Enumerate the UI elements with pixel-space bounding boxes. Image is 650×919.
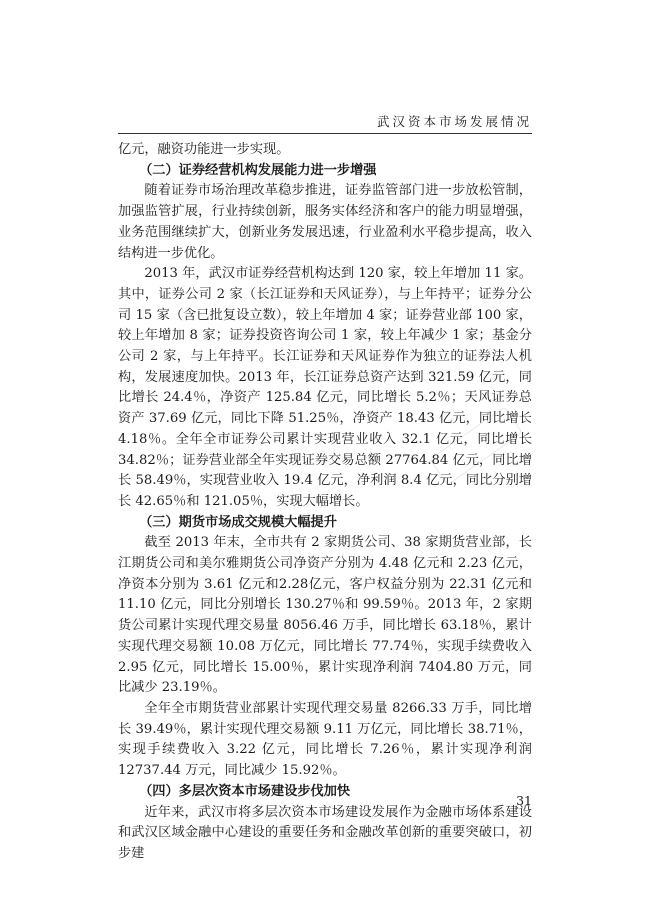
page-body [118,140,532,865]
paragraph-futures-branches: 全年全市期货营业部累计实现代理交易量 8266.33 万手，同比增长 39.49％，累计实现代理交易额 9.11 万亿元，同比增长 38.71％，实现手续费收入 3.22 亿元，同比增长 7.26％，累计实现净利润 12737.44 万元，同比减少 15.92％。 [118,700,532,779]
section-heading-futures: （三）期货市场成交规模大幅提升 [139,514,337,530]
paragraph-multilevel-market: 近年来，武汉市将多层次资本市场建设发展作为金融市场体系建设和武汉区域金融中心建设的重要任务和金融改革创新的重要突破口，初步建 [118,804,532,861]
paragraph-continuation: 亿元，融资功能进一步实现。 [118,142,290,157]
section-heading-multilevel-market: （四）多层次资本市场建设步伐加快 [139,783,351,799]
header-rule [118,133,532,134]
paragraph-securities-intro: 随着证券市场治理改革稳步推进，证券监管部门进一步放松管制，加强监管扩展，行业持续创新，服务实体经济和客户的能力明显增强，业务范围继续扩大，创新业务发展迅速，行业盈利水平稳步提高，收入结构进一步优化。 [118,183,532,261]
paragraph-futures-companies: 截至 2013 年末，全市共有 2 家期货公司、38 家期货营业部，长江期货公司和美尔雅期货公司净资产分别为 4.48 亿元和 2.23 亿元，净资本分别为 3.61 亿元和2.28亿元，客户权益分别为 22.31 亿元和 11.10 亿元，同比分别增长 130.27％和 99.59％。2013 年，2 家期货公司累计实现代理交易量 8056.46 万手，同比增长 63.18％，累计实现代理交易额 10.08 万亿元，同比增长 77.74％，实现手续费收入 2.95 亿元，同比增长 15.00％，累计实现净利润 7404.80 万元，同比减少 23.19％。 [118,535,532,696]
section-heading-securities: （二）证券经营机构发展能力进一步增强 [139,162,377,178]
paragraph-securities-stats: 2013 年，武汉市证券经营机构达到 120 家，较上年增加 11 家。其中，证券公司 2 家（长江证券和天风证券），与上年持平；证券分公司 15 家（含已批复设立数），较上年增加 4 家；证券营业部 100 家，较上年增加 8 家；证券投资咨询公司 1 家，较上年减少 1 家；基金分公司 2 家，与上年持平。长江证券和天风证券作为独立的证券法人机构，发展速度加快。2013 年，长江证券总资产达到 321.59 亿元，同比增长 24.4％，净资产 125.84 亿元，同比增长 5.2％；天风证券总资产 37.69 亿元，同比下降 51.25％，净资产 18.43 亿元，同比增长 4.18％。全年全市证券公司累计实现营业收入 32.1 亿元，同比增长 34.82％；证券营业部全年实现证券交易总额 27764.84 亿元，同比增长 58.49％，实现营业收入 19.4 亿元，净利润 8.4 亿元，同比分别增长 42.65％和 121.05％，实现大幅增长。 [118,266,532,509]
page-number: 31 [516,793,532,808]
running-head: 武汉资本市场发展情况 [376,114,532,129]
